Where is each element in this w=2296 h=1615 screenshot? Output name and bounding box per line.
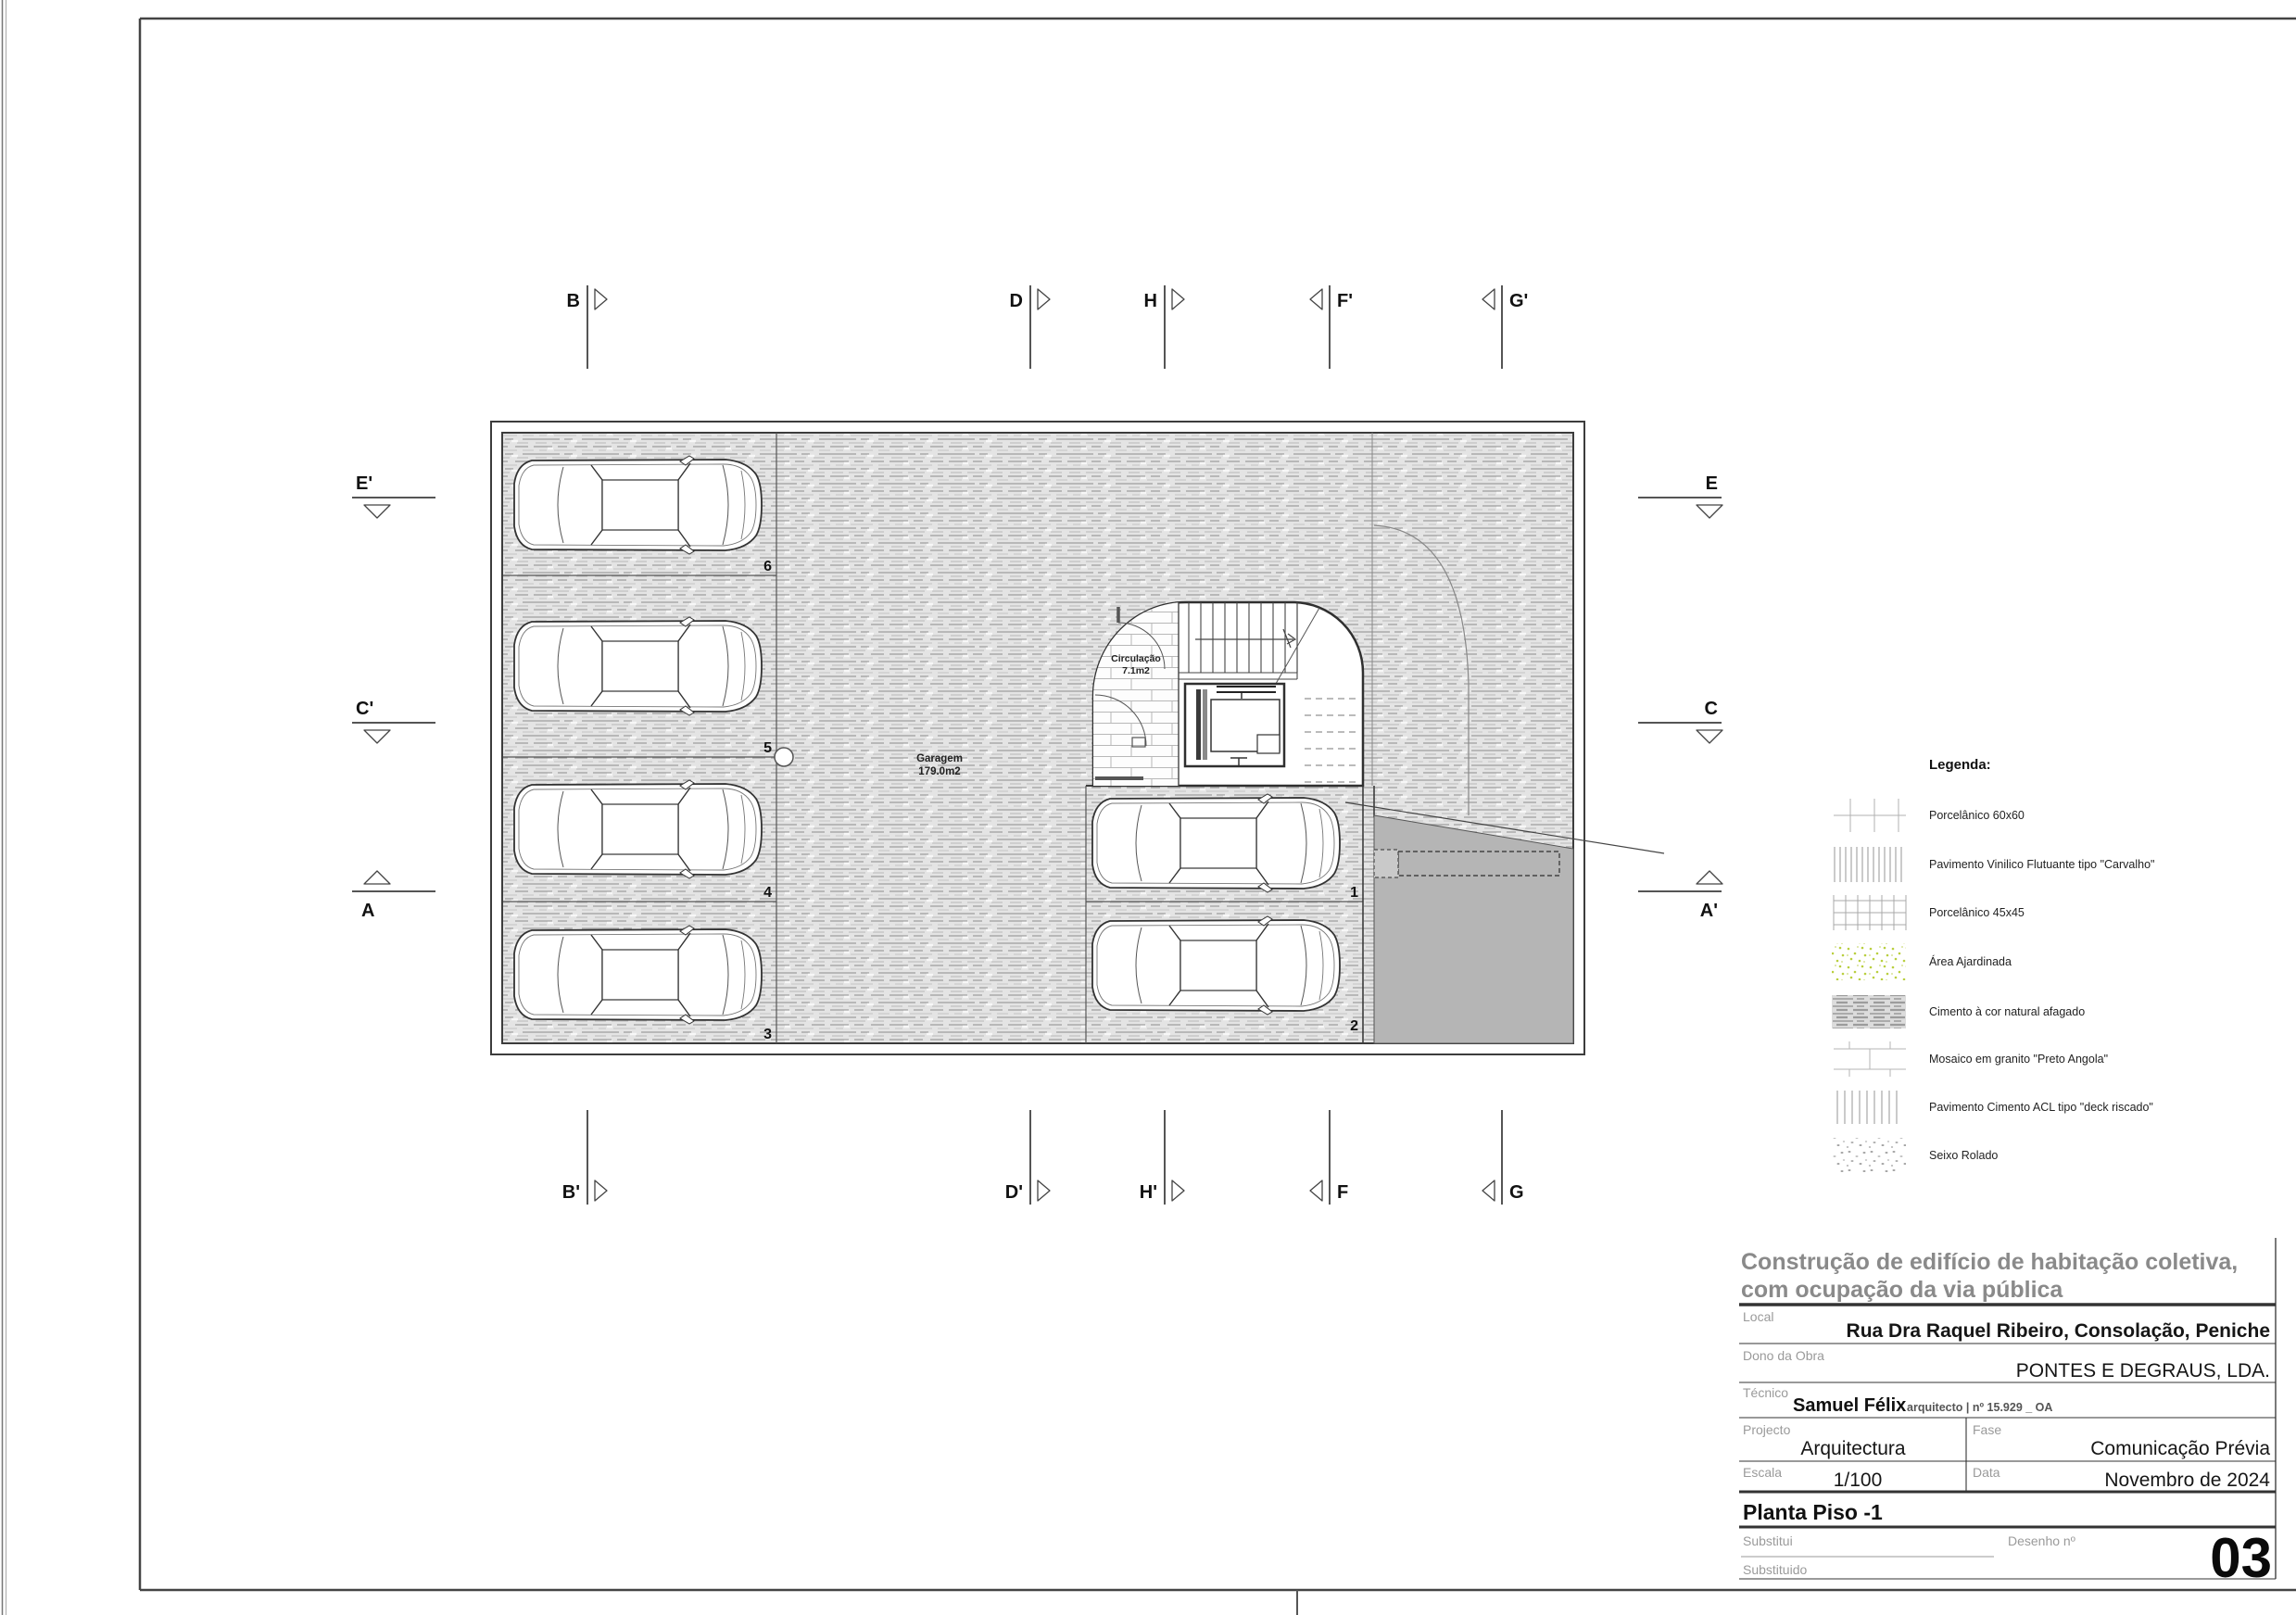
section-marker-label: B' [561,1182,580,1203]
tecnico-name: Samuel Félix [1793,1395,1907,1416]
room-area-circulacao: 7.1m2 [1122,665,1150,676]
page-edge [3,0,6,1615]
section-marker-label: B [566,291,580,311]
room-label-garagem: Garagem [916,753,963,764]
section-marker-d-prime-bottom [1005,1110,1050,1205]
dono-da-obra-value: PONTES E DEGRAUS, LDA. [2015,1360,2270,1382]
car-stall-2 [1092,916,1340,1015]
room-label-circulacao: Circulação [1111,653,1161,664]
legend-swatch-cimento-afagado [1832,995,1906,1028]
legend-swatch-seixo-rolado [1832,1138,1906,1173]
section-marker-label: G [1509,1182,1524,1203]
legend-item-label: Mosaico em granito "Preto Angola" [1929,1053,2109,1066]
section-marker-label: A' [1699,901,1718,921]
title-block [1739,1238,2276,1589]
car-stall-6 [514,456,762,554]
section-marker-b-prime-bottom [562,1110,607,1205]
section-marker-label: C' [356,699,374,719]
escala-label: Escala [1743,1465,1783,1480]
legend-swatch-porcelanico-60x60 [1834,799,1906,832]
section-marker-label: F' [1337,291,1353,311]
tecnico-credentials: arquitecto | nº 15.929 _ OA [1907,1401,2053,1414]
legend-swatch-area-ajardinada [1832,943,1906,980]
section-marker-h-prime-bottom [1140,1110,1184,1205]
section-marker-c-right [1638,699,1722,743]
escala-value: 1/100 [1833,1470,1883,1491]
garage-gate [1398,852,1559,876]
legend-swatch-vinilico [1835,847,1901,882]
circulation-core [1093,602,1363,786]
legend-item-label: Pavimento Cimento ACL tipo "deck riscado" [1929,1101,2153,1114]
stall-number-6: 6 [763,559,772,574]
desenho-numero-value: 03 [2210,1527,2272,1589]
section-marker-label: A [361,901,375,921]
projecto-value: Arquitectura [1800,1438,1906,1459]
section-marker-a-prime-right [1638,871,1722,921]
section-marker-h-top [1144,285,1184,369]
section-marker-label: D' [1004,1182,1023,1203]
local-value: Rua Dra Raquel Ribeiro, Consolação, Peniche [1846,1320,2270,1342]
legend [1832,757,2155,1173]
car-stall-5 [514,617,762,715]
section-marker-e-right [1638,473,1722,518]
section-marker-g-prime-top [1482,285,1528,369]
legend-swatch-mosaico-granito [1834,1041,1906,1077]
substituido-label: Substituido [1743,1562,1808,1577]
tecnico-label: Técnico [1743,1385,1789,1400]
car-stall-3 [514,926,762,1024]
legend-swatch-cimento-acl [1837,1091,1897,1124]
legend-item-label: Cimento à cor natural afagado [1929,1005,2086,1018]
section-marker-a-left [352,871,435,921]
stall-number-1: 1 [1350,885,1358,901]
ramp-area [1345,802,1664,1043]
section-marker-f-prime-top [1310,285,1353,369]
section-marker-d-top [1010,285,1050,369]
car-stall-4 [514,780,762,878]
dono-da-obra-label: Dono da Obra [1743,1348,1824,1363]
legend-item-label: Pavimento Vinilico Flutuante tipo "Carvalho" [1929,858,2155,871]
section-marker-g-bottom [1482,1110,1524,1205]
fase-value: Comunicação Prévia [2090,1438,2270,1459]
section-marker-c-prime-left [352,699,435,743]
section-marker-label: C [1704,699,1718,719]
legend-title: Legenda: [1929,757,1991,773]
drawing-title: Planta Piso -1 [1743,1500,1883,1524]
legend-item-label: Porcelânico 60x60 [1929,809,2025,822]
desenho-numero-label: Desenho nº [2008,1533,2075,1548]
plan-drawing [491,422,1664,1054]
fase-label: Fase [1973,1422,2002,1437]
section-marker-label: G' [1509,291,1529,311]
section-marker-label: E [1705,473,1718,494]
legend-item-label: Seixo Rolado [1929,1149,1999,1162]
room-area-garagem: 179.0m2 [918,766,961,777]
section-marker-label: H' [1139,1182,1157,1203]
local-label: Local [1743,1309,1774,1324]
column-circle [775,748,793,766]
data-label: Data [1973,1465,2000,1480]
section-marker-f-bottom [1310,1110,1348,1205]
data-value: Novembro de 2024 [2104,1470,2270,1491]
stall-number-3: 3 [763,1027,772,1042]
project-title-line2: com ocupação da via pública [1741,1277,2063,1303]
section-marker-e-prime-left [352,473,435,518]
car-stall-1 [1092,794,1340,892]
elevator [1185,684,1284,766]
legend-item-label: Área Ajardinada [1929,955,2012,968]
stall-number-2: 2 [1350,1018,1358,1034]
section-marker-label: H [1143,291,1157,311]
legend-swatch-porcelanico-45x45 [1834,895,1906,930]
stall-number-4: 4 [763,885,772,901]
project-title-line1: Construção de edifício de habitação coletiva, [1741,1249,2239,1275]
stall-number-5: 5 [763,740,772,756]
section-marker-label: D [1009,291,1023,311]
section-marker-label: F [1337,1182,1349,1203]
substitui-label: Substitui [1743,1533,1793,1548]
section-marker-label: E' [356,473,373,494]
legend-item-label: Porcelânico 45x45 [1929,906,2025,919]
projecto-label: Projecto [1743,1422,1791,1437]
section-marker-b-top [567,285,607,369]
